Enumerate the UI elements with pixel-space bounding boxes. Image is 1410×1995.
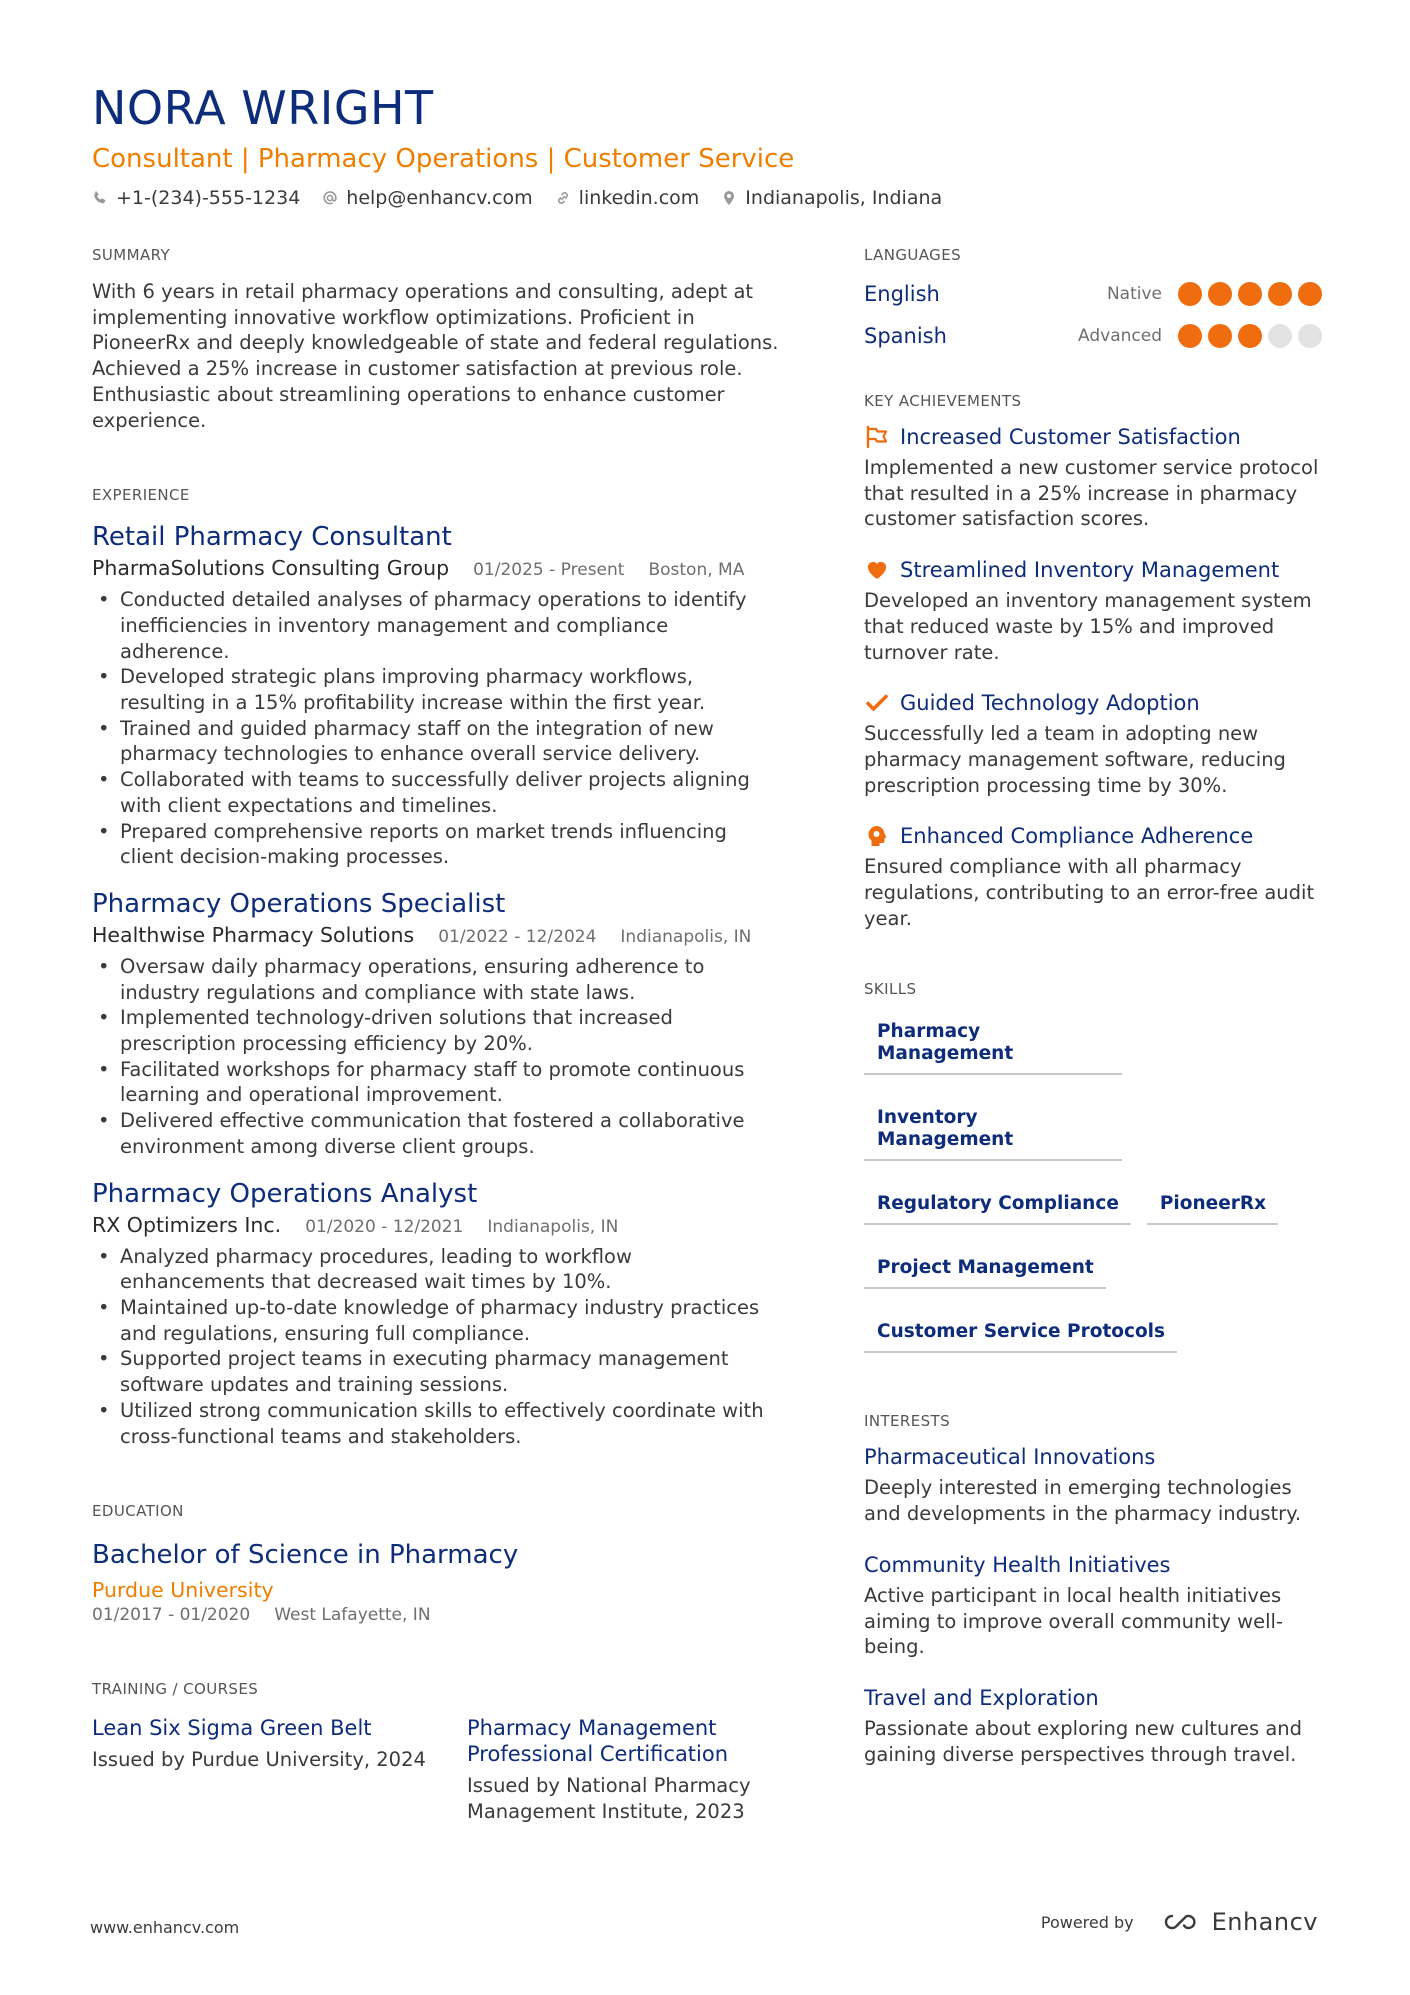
- rating-dot: [1268, 324, 1292, 348]
- job-location: Indianapolis, IN: [487, 1216, 619, 1237]
- location-text: Indianapolis, Indiana: [745, 187, 943, 209]
- powered-by-label: Powered by: [1040, 1912, 1134, 1932]
- job-entry: [92, 888, 782, 1160]
- job-bullets: [92, 1244, 782, 1450]
- rating-dot: [1238, 324, 1262, 348]
- contact-linkedin[interactable]: [555, 187, 700, 209]
- skill-tag: Project Management: [864, 1251, 1106, 1289]
- interest-desc: Deeply interested in emerging technologies and developments in the pharmacy industry.: [864, 1476, 1302, 1526]
- achievement-head: [864, 423, 1322, 451]
- interest-desc: Active participant in local health initiatives aiming to improve overall community well-being.: [864, 1583, 1283, 1659]
- job-bullets: [92, 587, 782, 870]
- job-company: PharmaSolutions Consulting Group: [92, 556, 450, 581]
- rating-dot: [1178, 282, 1202, 306]
- left-column: [92, 245, 782, 1825]
- contact-location: [721, 187, 942, 209]
- education-location: West Lafayette, IN: [274, 1605, 431, 1626]
- footer-branding: [1041, 1908, 1318, 1936]
- achievement-title: Guided Technology Adoption: [900, 691, 1200, 716]
- interest-entry: [864, 1684, 1322, 1767]
- skill-tag: Pharmacy Management: [864, 1015, 1122, 1075]
- achievement-head: [864, 822, 1322, 850]
- contact-row: [92, 184, 1318, 212]
- location-pin-icon: [721, 190, 737, 206]
- course-entry: [467, 1715, 782, 1824]
- job-meta: [92, 922, 782, 948]
- rating-dot: [1178, 324, 1202, 348]
- summary-text: With 6 years in retail pharmacy operations and consulting, adept at implementing innovative workflow optimizations. Proficient in PioneerRx and deeply knowledgeable of state and federal regulations. Achieved a 25% increase in customer satisfaction at previous role. Enthusiastic about streamlining operations to enhance customer experience.: [92, 280, 779, 432]
- course-desc: Issued by National Pharmacy Management Institute, 2023: [467, 1774, 751, 1823]
- achievement-entry: [864, 423, 1322, 532]
- job-dates: 01/2020 - 12/2021: [305, 1216, 464, 1237]
- education-school: Purdue University: [92, 1578, 274, 1603]
- bullet-item: • Collaborated with teams to successfully deliver projects aligning with client expectations and timelines.: [92, 767, 782, 818]
- enhancv-logo-icon: [1158, 1910, 1204, 1934]
- bullet-item: • Trained and guided pharmacy staff on the integration of new pharmacy technologies to enhance overall service delivery.: [92, 716, 782, 767]
- job-dates: 01/2025 - Present: [473, 560, 625, 581]
- candidate-title: Consultant | Pharmacy Operations | Customer Service: [92, 144, 795, 174]
- language-name: Spanish: [864, 324, 947, 348]
- summary-section: [92, 245, 782, 433]
- training-section: [92, 1679, 782, 1824]
- candidate-name: NORA WRIGHT: [92, 81, 434, 135]
- achievement-entry: [864, 822, 1322, 931]
- job-company: Healthwise Pharmacy Solutions: [92, 922, 415, 947]
- at-icon: [322, 190, 338, 206]
- training-heading: TRAINING / COURSES: [92, 1680, 259, 1699]
- bullet-item: • Analyzed pharmacy procedures, leading to workflow enhancements that decreased wait times by 10%.: [92, 1244, 782, 1295]
- job-location: Indianapolis, IN: [620, 926, 752, 947]
- job-title: Pharmacy Operations Specialist: [92, 888, 506, 919]
- linkedin-text: linkedin.com: [578, 187, 700, 209]
- interests-heading: INTERESTS: [864, 1412, 950, 1431]
- job-dates: 01/2022 - 12/2024: [438, 926, 597, 947]
- language-row: [864, 321, 1322, 351]
- course-title: Pharmacy Management Professional Certification: [467, 1716, 729, 1767]
- head-icon: [864, 823, 890, 849]
- achievement-entry: [864, 689, 1322, 798]
- bullet-item: • Facilitated workshops for pharmacy staff to promote continuous learning and operational improvement.: [92, 1057, 782, 1108]
- achievement-head: [864, 556, 1322, 584]
- skill-tag: Regulatory Compliance: [864, 1187, 1131, 1225]
- bullet-item: • Conducted detailed analyses of pharmacy operations to identify inefficiencies in inventory management and compliance adherence.: [92, 587, 782, 664]
- skill-tag: Inventory Management: [864, 1101, 1122, 1161]
- education-dates: 01/2017 - 01/2020: [92, 1605, 251, 1626]
- rating-dot: [1238, 282, 1262, 306]
- interest-entry: [864, 1443, 1322, 1526]
- rating-dot: [1298, 324, 1322, 348]
- job-title: Retail Pharmacy Consultant: [92, 522, 452, 553]
- achievement-entry: [864, 556, 1322, 665]
- achievements-section: [864, 391, 1322, 931]
- achievement-title: Increased Customer Satisfaction: [900, 425, 1241, 449]
- rating-dot: [1208, 324, 1232, 348]
- skill-tag: Customer Service Protocols: [864, 1315, 1177, 1353]
- course-title: Lean Six Sigma Green Belt: [92, 1716, 372, 1741]
- bullet-item: • Developed strategic plans improving pharmacy workflows, resulting in a 15% profitability increase within the first year.: [92, 664, 782, 715]
- education-section: [92, 1501, 782, 1625]
- interest-title: Travel and Exploration: [864, 1685, 1099, 1710]
- training-grid: [92, 1715, 782, 1824]
- bullet-item: • Implemented technology-driven solutions that increased prescription processing efficiency by 20%.: [92, 1005, 782, 1056]
- phone-text: +1-(234)-555-1234: [116, 187, 301, 209]
- achievement-title: Streamlined Inventory Management: [900, 558, 1280, 583]
- interest-title: Community Health Initiatives: [864, 1552, 1171, 1577]
- achievement-title: Enhanced Compliance Adherence: [900, 824, 1254, 849]
- brand-name: Enhancv: [1211, 1908, 1318, 1936]
- bullet-item: • Delivered effective communication that fostered a collaborative environment among diverse client groups.: [92, 1108, 782, 1159]
- job-meta: [92, 1212, 782, 1238]
- link-icon: [555, 190, 571, 206]
- achievement-desc: Developed an inventory management system that reduced waste by 15% and improved turnover rate.: [864, 589, 1312, 664]
- education-meta: [92, 1605, 782, 1625]
- footer-website[interactable]: www.enhancv.com: [90, 1918, 240, 1937]
- contact-email[interactable]: [322, 187, 532, 209]
- education-heading: EDUCATION: [92, 1502, 184, 1521]
- languages-heading: LANGUAGES: [864, 246, 962, 264]
- email-text: help@enhancv.com: [346, 187, 533, 209]
- bullet-item: • Utilized strong communication skills to effectively coordinate with cross-functional teams and stakeholders.: [92, 1398, 782, 1449]
- language-level: Advanced: [1078, 326, 1162, 346]
- rating-dot: [1268, 282, 1292, 306]
- job-title: Pharmacy Operations Analyst: [92, 1178, 478, 1209]
- check-icon: [864, 690, 890, 716]
- language-row: [864, 279, 1322, 309]
- right-column: [864, 245, 1322, 1767]
- job-bullets: [92, 954, 782, 1160]
- achievement-head: [864, 689, 1322, 717]
- brand-logo[interactable]: [1158, 1908, 1318, 1936]
- heart-icon: [864, 557, 890, 583]
- flag-icon: [864, 424, 890, 450]
- language-rating: [1178, 324, 1322, 348]
- achievements-heading: KEY ACHIEVEMENTS: [864, 392, 1022, 410]
- achievement-desc: Successfully led a team in adopting new pharmacy management software, reducing prescription processing time by 30%.: [864, 722, 1286, 797]
- skills-section: [864, 979, 1322, 1353]
- job-location: Boston, MA: [648, 560, 745, 581]
- achievement-desc: Ensured compliance with all pharmacy regulations, contributing to an error-free audit year.: [864, 855, 1315, 930]
- experience-heading: EXPERIENCE: [92, 486, 190, 505]
- language-level: Native: [1106, 284, 1162, 304]
- interest-desc: Passionate about exploring new cultures and gaining diverse perspectives through travel.: [864, 1716, 1303, 1766]
- interests-section: [864, 1411, 1322, 1767]
- summary-heading: SUMMARY: [92, 246, 171, 264]
- skills-list: [864, 1015, 1322, 1353]
- course-entry: [92, 1715, 437, 1824]
- phone-icon: [92, 190, 108, 206]
- experience-section: [92, 485, 782, 1449]
- language-name: English: [864, 282, 940, 306]
- achievement-desc: Implemented a new customer service protocol that resulted in a 25% increase in pharmacy customer satisfaction scores.: [864, 456, 1319, 531]
- bullet-item: • Prepared comprehensive reports on market trends influencing client decision-making processes.: [92, 819, 782, 870]
- rating-dot: [1298, 282, 1322, 306]
- contact-phone[interactable]: [92, 187, 300, 209]
- job-entry: [92, 521, 782, 870]
- job-entry: [92, 1178, 782, 1450]
- interest-title: Pharmaceutical Innovations: [864, 1445, 1156, 1470]
- interest-entry: [864, 1551, 1322, 1660]
- languages-section: [864, 245, 1322, 351]
- bullet-item: • Maintained up-to-date knowledge of pharmacy industry practices and regulations, ensuring full compliance.: [92, 1295, 782, 1346]
- course-desc: Issued by Purdue University, 2024: [92, 1748, 426, 1772]
- job-meta: [92, 555, 782, 581]
- bullet-item: • Oversaw daily pharmacy operations, ensuring adherence to industry regulations and compliance with state laws.: [92, 954, 782, 1005]
- language-rating: [1178, 282, 1322, 306]
- job-company: RX Optimizers Inc.: [92, 1212, 282, 1237]
- skill-tag: PioneerRx: [1147, 1187, 1278, 1225]
- bullet-item: • Supported project teams in executing pharmacy management software updates and training sessions.: [92, 1346, 782, 1397]
- rating-dot: [1208, 282, 1232, 306]
- skills-heading: SKILLS: [864, 980, 917, 999]
- education-degree: Bachelor of Science in Pharmacy: [92, 1540, 519, 1571]
